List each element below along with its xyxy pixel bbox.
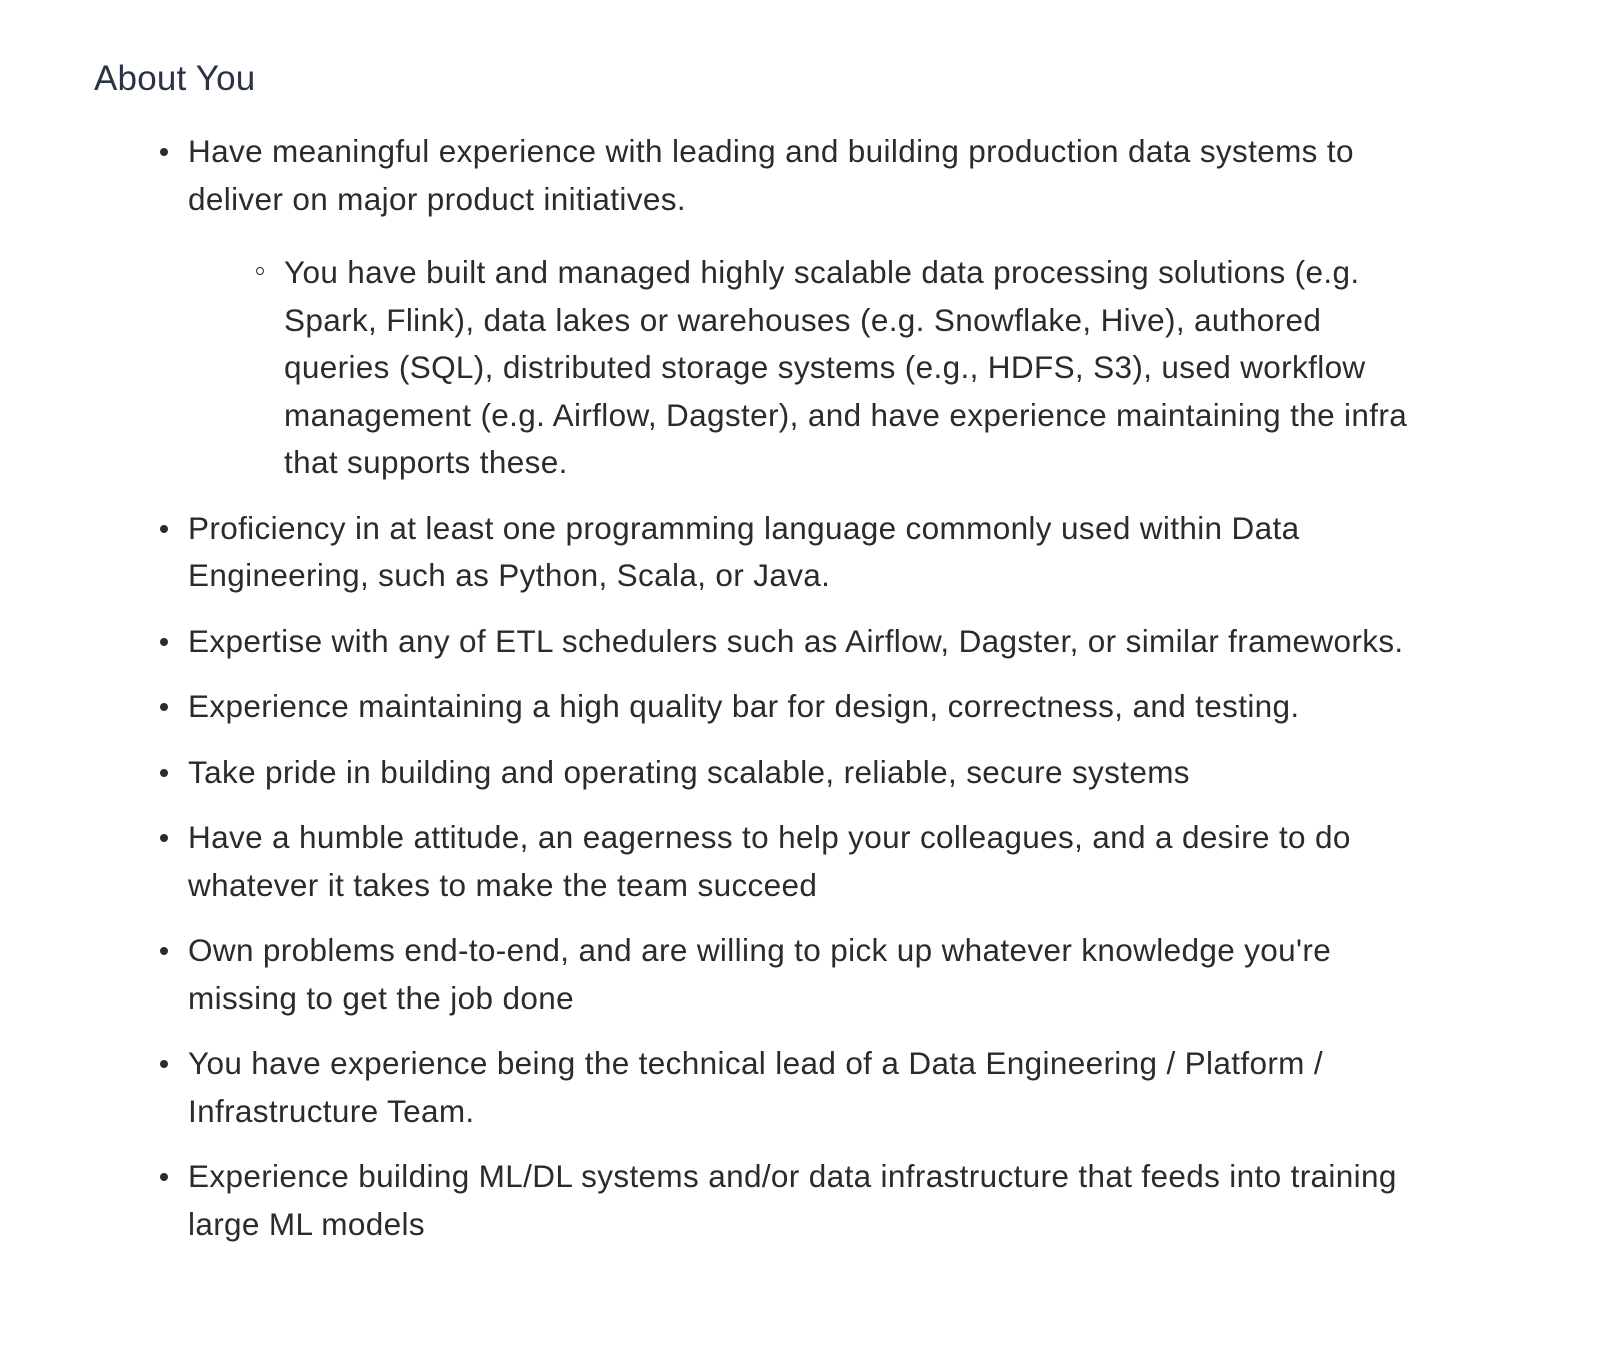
bullet-icon: [160, 148, 168, 156]
list-item-text: Have a humble attitude, an eagerness to help your colleagues, and a desire to do whatever it takes to make the team succeed: [188, 819, 1351, 903]
list-item: [94, 1040, 1414, 1135]
bullet-icon: [160, 703, 168, 711]
list-item: [94, 927, 1414, 1022]
list-item: [94, 1153, 1414, 1248]
sub-list-item: [188, 249, 1414, 487]
hollow-bullet-icon: [256, 267, 264, 275]
list-item-text: Take pride in building and operating scalable, reliable, secure systems: [188, 753, 1190, 790]
bullet-icon: [160, 834, 168, 842]
list-item: [94, 128, 1414, 487]
section-heading: About You: [94, 59, 256, 98]
list-item-text: Have meaningful experience with leading and building production data systems to deliver on major product initiatives.: [188, 133, 1354, 217]
list-item-text: Proficiency in at least one programming language commonly used within Data Engineering, such as Python, Scala, or Java.: [188, 509, 1300, 593]
sub-list: [188, 249, 1414, 487]
bullet-icon: [160, 947, 168, 955]
list-item-text: Own problems end-to-end, and are willing to pick up whatever knowledge you're missing to get the job done: [188, 932, 1332, 1016]
bullet-icon: [160, 1173, 168, 1181]
about-you-section: [94, 54, 1414, 1266]
list-item-text: Experience maintaining a high quality bar for design, correctness, and testing.: [188, 688, 1300, 724]
list-item: [94, 749, 1414, 797]
list-item: [94, 683, 1414, 731]
bullet-icon: [160, 638, 168, 646]
list-item-text: Expertise with any of ETL schedulers such as Airflow, Dagster, or similar frameworks.: [188, 622, 1404, 659]
sub-list-item-text: You have built and managed highly scalable data processing solutions (e.g. Spark, Flink), data lakes or warehouses (e.g. Snowflake, Hive), authored queries (SQL), distributed storage systems (e.g., HDFS, S3), used workflow management (e.g. Airflow, Dagster), and have experience maintaining the infra that supports these.: [284, 254, 1408, 480]
list-item-text: You have experience being the technical lead of a Data Engineering / Platform / Infrastructure Team.: [188, 1045, 1323, 1129]
list-item-text: Experience building ML/DL systems and/or data infrastructure that feeds into training large ML models: [188, 1158, 1397, 1242]
list-item: [94, 618, 1414, 666]
bullet-icon: [160, 525, 168, 533]
list-item: [94, 814, 1414, 909]
bullet-icon: [160, 1060, 168, 1068]
requirements-list: [94, 128, 1414, 1248]
list-item: [94, 505, 1414, 600]
bullet-icon: [160, 769, 168, 777]
